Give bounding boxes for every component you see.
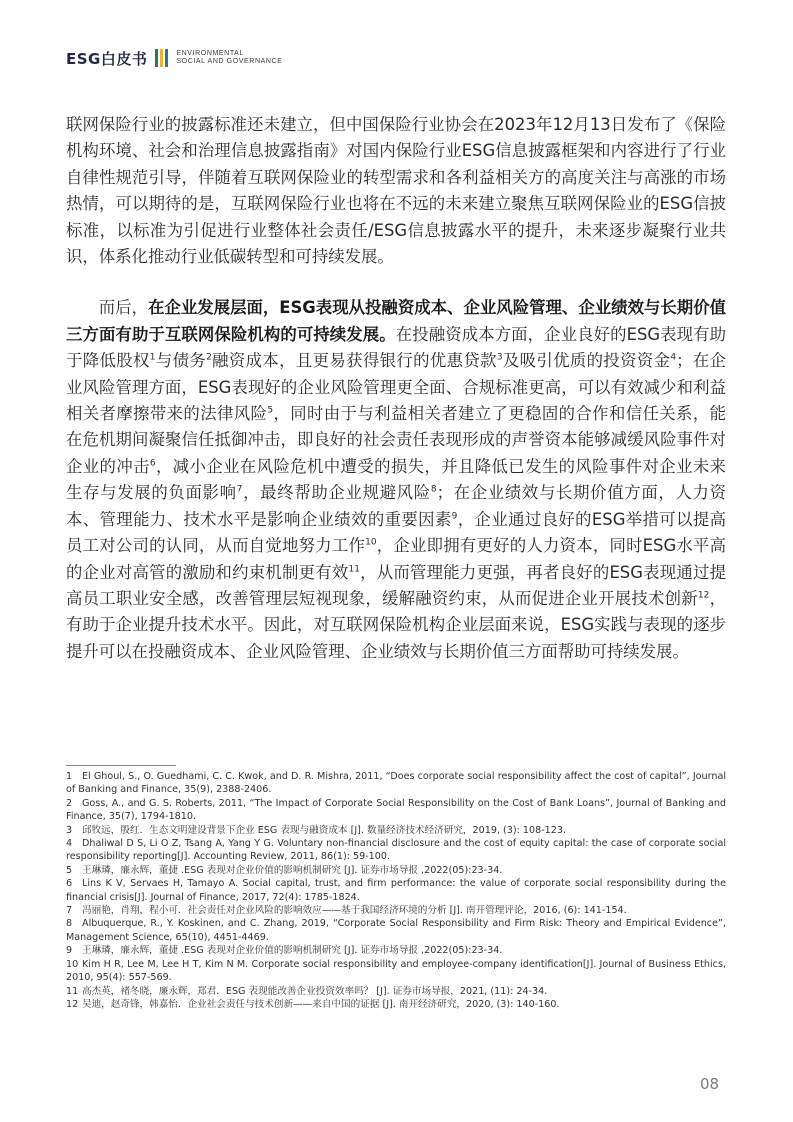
- p2-seg-8: ，最终帮助企业规避风险: [242, 483, 431, 503]
- footnotes: [66, 770, 726, 1011]
- footnote-text: Dhaliwal D S, Li O Z, Tsang A, Yang Y G. Voluntary non-financial disclosure and the cost of equity capital: the case of corporate social responsibility reporting[J]. Accounting Review, 2011, 86(1): 59-100.: [66, 838, 726, 863]
- footnote-text: Kim H R, Lee M, Lee H T, Kim N M. Corporate social responsibility and employee-company identification[J]. Journal of Business Ethics, 2010, 95(4): 557-569.: [66, 958, 726, 984]
- p2-seg-3: 融资成本，且更易获得银行的优惠贷款: [211, 351, 497, 371]
- footnote-number: 9: [66, 945, 73, 957]
- footnote-ref-8: 8: [430, 484, 437, 495]
- footnote-ref-6: 6: [149, 458, 156, 469]
- footnote-text: 高杰英，褚冬晓，廉永辉，郑君．ESG 表现能改善企业投资效率吗？ [J]. 证券市场导报，2021, (11): 24-34.: [82, 985, 548, 997]
- footnote-text: Lins K V, Servaes H, Tamayo A. Social capital, trust, and firm performance: the value of corporate social responsibility during the financial crisis[J]. Journal of Finance, 2017, 72(4): 1785-1824.: [66, 878, 726, 903]
- footnote-ref-4: 4: [670, 352, 677, 363]
- footnote-11: [66, 985, 726, 998]
- footnote-ref-2: 2: [206, 352, 212, 363]
- main-body-text: [66, 112, 726, 665]
- footnote-1: [66, 770, 726, 797]
- footnote-number: 6: [66, 878, 73, 890]
- footnote-number: 1: [66, 771, 73, 782]
- paragraph-1: 联网保险行业的披露标准还未建立，但中国保险行业协会在2023年12月13日发布了《保险机构环境、社会和治理信息披露指南》对国内保险行业ESG信息披露框架和内容进行了行业自律性规范引导，伴随着互联网保险业的转型需求和各利益相关方的高度关注与高涨的市场热情，可以期待的是，互联网保险行业也将在不远的未来建立聚焦互联网保险业的ESG信披标准，以标准为引促进行业整体社会责任/ESG信息披露水平的提升，未来逐步凝聚行业共识，体系化推动行业低碳转型和可持续发展。: [66, 115, 726, 267]
- footnote-ref-9: 9: [451, 511, 458, 522]
- footnote-number: 8: [66, 918, 73, 930]
- footnote-text: 王琳璘，廉永辉，董捷 .ESG 表现对企业价值的影响机制研究 [J]. 证券市场导报 ,2022(05):23-34.: [82, 945, 503, 957]
- footnote-ref-1: 1: [149, 352, 156, 363]
- footnote-ref-7: 7: [236, 484, 243, 495]
- p2-bold-thesis: 在企业发展层面，ESG表现从投融资成本、企业风险管理、企业绩效与长期价值三方面有助于互联网保险机构的可持续发展。: [66, 298, 727, 344]
- p2-seg-12: ，从而管理能力更强，再者良好的ESG表现通过提高员工职业安全感，改善管理层短视现象，缓解融资约束，从而促进企业开展技术创新: [66, 562, 726, 608]
- footnote-3: [66, 824, 726, 837]
- yellow-bar: [160, 49, 163, 67]
- footnote-number: 10: [66, 958, 79, 970]
- footnote-9: [66, 944, 726, 957]
- p2-seg-6: ，同时由于与利益相关者建立了更稳固的合作和信任关系，能在危机期间凝聚信任抵御冲击，即良好的社会责任表现形成的声誉资本能够减缓风险事件对企业的冲击: [66, 404, 726, 476]
- footnote-ref-11: 11: [348, 564, 360, 575]
- subtitle-line-1: ENVIRONMENTAL: [176, 50, 244, 57]
- p2-seg-11: ，企业即拥有更好的人力资本，同时ESG水平高的企业对高管的激励和约束机制更有效: [66, 536, 727, 582]
- p2-seg-13: ，有助于企业提升技术水平。因此，对互联网保险机构企业层面来说，ESG实践与表现的逐步提升可以在投融资成本、企业风险管理、企业绩效与长期价值三方面帮助可持续发展。: [66, 588, 727, 661]
- brand-color-bars: [155, 49, 170, 67]
- footnote-divider: [66, 765, 176, 766]
- footnote-number: 12: [66, 998, 79, 1010]
- footnote-text: El Ghoul, S., O. Guedhami, C. C. Kwok, and D. R. Mishra, 2011, “Does corporate social responsibility affect the cost of capital”, Journal of Banking and Finance, 35(9), 2388-2406.: [66, 771, 726, 796]
- p2-seg-7: ，减小企业在风险危机中遭受的损失，并且降低已发生的风险事件对企业未来生存与发展的负面影响: [66, 456, 727, 503]
- footnote-number: 11: [66, 985, 79, 997]
- p2-seg-4: 及吸引优质的投资资金: [502, 351, 671, 371]
- paragraph-2: [66, 295, 726, 665]
- p2-seg-1: 在投融资成本方面，企业良好的ESG表现有助于降低股权: [66, 324, 727, 371]
- footnote-text: 冯丽艳，肖翔，程小可．社会责任对企业风险的影响效应——基于我国经济环境的分析 [J]. 南开管理评论，2016, (6): 141-154.: [82, 905, 627, 917]
- page-number: 08: [700, 1075, 720, 1093]
- brand-title: ESG白皮书: [66, 49, 148, 68]
- footnote-text: 吴迪，赵奇锋，韩嘉怡．企业社会责任与技术创新——来自中国的证据 [J]. 南开经济研究，2020, (3): 140-160.: [82, 998, 560, 1010]
- footnote-number: 2: [66, 797, 73, 809]
- footnote-number: 5: [66, 864, 73, 876]
- page-header: [66, 44, 282, 72]
- footnote-ref-3: 3: [496, 352, 503, 363]
- footnote-number: 7: [66, 905, 73, 917]
- footnote-2: [66, 797, 726, 824]
- blue-bar: [165, 49, 168, 67]
- p2-seg-5: ；在企业风险管理方面，ESG表现好的企业风险管理更全面、合规标准更高，可以有效减少和利益相关者摩擦带来的法律风险: [66, 351, 727, 424]
- green-bar: [155, 49, 158, 67]
- brand-subtitle: [176, 50, 282, 66]
- footnote-ref-12: 12: [697, 590, 710, 601]
- p2-intro: 而后，: [98, 298, 149, 318]
- footnote-number: 3: [66, 824, 73, 836]
- subtitle-line-2: SOCIAL AND GOVERNANCE: [176, 58, 283, 65]
- p2-seg-10: ，企业通过良好的ESG举措可以提高员工对公司的认同，从而自觉地努力工作: [66, 509, 726, 556]
- footnote-ref-10: 10: [365, 537, 377, 548]
- footnote-text: 邱牧远，殷红．生态文明建设背景下企业 ESG 表现与融资成本 [J]. 数量经济技术经济研究，2019, (3): 108-123.: [82, 824, 567, 836]
- footnote-ref-5: 5: [267, 405, 274, 416]
- footnote-8: [66, 917, 726, 944]
- footnote-number: 4: [66, 838, 73, 850]
- footnote-5: [66, 864, 726, 877]
- footnote-4: [66, 837, 726, 864]
- p2-seg-9: ；在企业绩效与长期价值方面，人力资本、管理能力、技术水平是影响企业绩效的重要因素: [66, 483, 727, 529]
- footnote-text: 王琳璘，廉永辉，董捷 .ESG 表现对企业价值的影响机制研究 [J]. 证券市场导报 ,2022(05):23-34.: [82, 864, 503, 876]
- footnote-10: [66, 958, 726, 985]
- footnote-7: [66, 904, 726, 917]
- footnote-12: [66, 998, 726, 1011]
- p2-seg-2: 与债务: [155, 351, 207, 371]
- footnote-6: [66, 877, 726, 904]
- footnote-text: Albuquerque, R., Y. Koskinen, and C. Zhang, 2019, “Corporate Social Responsibility and Firm Risk: Theory and Empirical Evidence”, Management Science, 65(10), 4451-4469.: [66, 918, 726, 943]
- footnote-text: Goss, A., and G. S. Roberts, 2011, “The Impact of Corporate Social Responsibility on the Cost of Bank Loans”, Journal of Banking and Finance, 35(7), 1794-1810.: [66, 797, 726, 823]
